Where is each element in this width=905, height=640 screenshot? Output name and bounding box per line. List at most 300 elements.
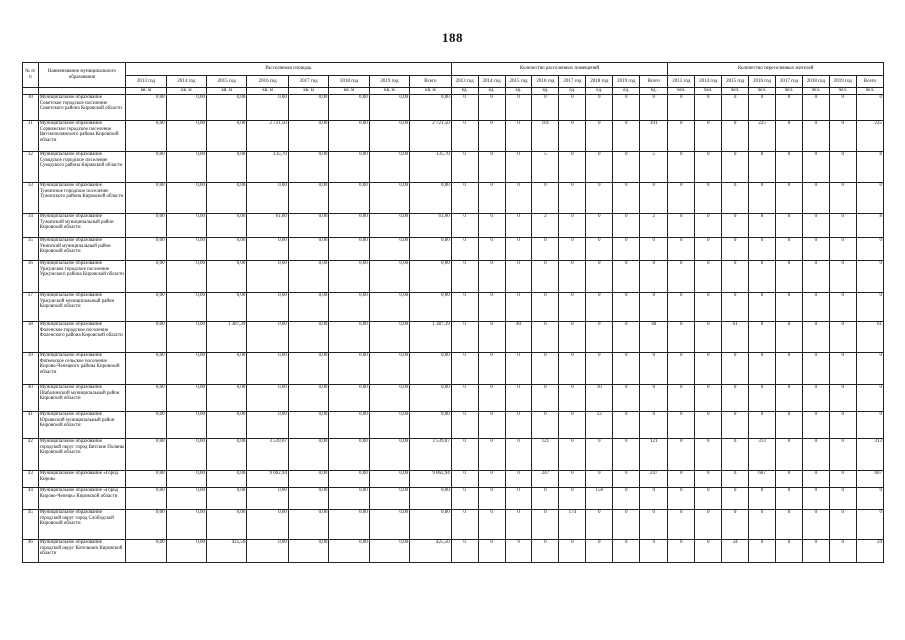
residents-cell: 0 (776, 121, 803, 152)
area-cell: 0,00 (329, 412, 369, 439)
residents-cell: 0 (749, 510, 776, 540)
unit-cell-premises: ед. (478, 88, 505, 95)
residents-cell: 0 (722, 95, 749, 121)
area-cell: 0,00 (247, 385, 289, 412)
municipality-name: Муниципальное образование Уржумское городское поселение Уржумского района Кировской области (38, 261, 126, 293)
premises-cell: 0 (613, 510, 640, 540)
table-row (23, 152, 884, 183)
area-cell: 0,00 (207, 488, 247, 510)
residents-cell: 0 (722, 183, 749, 214)
residents-cell: 0 (856, 385, 883, 412)
premises-cell: 0 (613, 385, 640, 412)
area-cell: 0,00 (126, 214, 166, 238)
residents-cell: 0 (829, 412, 856, 439)
residents-cell: 0 (829, 353, 856, 385)
premises-cell: 0 (478, 510, 505, 540)
year-header-residents: 2014 год (695, 76, 722, 88)
year-header-area: 2017 год (288, 76, 328, 88)
residents-cell: 0 (829, 261, 856, 293)
residents-cell: 667 (749, 471, 776, 488)
premises-cell: 9 (505, 540, 532, 563)
residents-cell: 0 (722, 238, 749, 261)
area-cell: 0,00 (410, 412, 452, 439)
area-cell: 0,00 (369, 293, 409, 322)
residents-cell: 0 (856, 293, 883, 322)
premises-cell: 0 (478, 261, 505, 293)
residents-cell: 0 (829, 121, 856, 152)
premises-cell: 0 (478, 183, 505, 214)
premises-cell: 0 (613, 488, 640, 510)
residents-cell: 0 (749, 412, 776, 439)
residents-cell: 0 (829, 510, 856, 540)
premises-cell: 0 (613, 412, 640, 439)
area-cell: 0,00 (207, 95, 247, 121)
area-cell: 0,00 (166, 353, 206, 385)
municipality-name: Муниципальное образование Фаленское городское поселение Фаленского района Кировской области (38, 322, 126, 353)
area-cell: 0,00 (166, 488, 206, 510)
residents-cell: 0 (695, 353, 722, 385)
premises-cell: 0 (559, 293, 586, 322)
premises-cell: 101 (640, 121, 668, 152)
residents-cell: 0 (829, 214, 856, 238)
residents-cell: 0 (722, 510, 749, 540)
premises-cell: 0 (532, 385, 559, 412)
area-cell: 135,70 (247, 152, 289, 183)
premises-cell: 40 (640, 322, 668, 353)
premises-cell: 0 (451, 439, 478, 471)
area-cell: 0,00 (329, 293, 369, 322)
premises-cell: 0 (532, 353, 559, 385)
premises-cell: 0 (451, 488, 478, 510)
area-cell: 135,70 (410, 152, 452, 183)
residents-cell: 0 (802, 322, 829, 353)
premises-cell: 0 (451, 510, 478, 540)
residents-cell: 0 (695, 322, 722, 353)
year-header-area: 2013 год (126, 76, 166, 88)
premises-cell: 0 (532, 412, 559, 439)
area-cell: 0,00 (369, 439, 409, 471)
year-header-premises: 2018 год (586, 76, 613, 88)
area-cell: 0,00 (329, 385, 369, 412)
table-row (23, 471, 884, 488)
premises-cell: 0 (532, 540, 559, 563)
area-cell: 0,00 (166, 152, 206, 183)
table-row (23, 412, 884, 439)
residents-cell: 0 (695, 471, 722, 488)
year-header-residents: 2016 год (749, 76, 776, 88)
premises-cell: 0 (451, 412, 478, 439)
area-cell: 0,00 (329, 488, 369, 510)
residents-cell: 0 (856, 488, 883, 510)
residents-cell: 0 (695, 261, 722, 293)
residents-cell: 0 (776, 439, 803, 471)
residents-cell: 0 (722, 214, 749, 238)
col-header-num: № п/п (23, 63, 39, 88)
premises-cell: 0 (505, 488, 532, 510)
premises-cell: 0 (640, 488, 668, 510)
premises-cell: 0 (478, 238, 505, 261)
unit-cell-residents: чел. (749, 88, 776, 95)
premises-cell: 5 (532, 152, 559, 183)
area-cell: 0,00 (166, 322, 206, 353)
premises-cell: 0 (505, 353, 532, 385)
row-number: 46 (23, 540, 39, 563)
residents-cell: 0 (802, 214, 829, 238)
year-header-residents: 2018 год (802, 76, 829, 88)
premises-cell: 0 (478, 353, 505, 385)
area-cell: 2 721,50 (410, 121, 452, 152)
area-cell: 0,00 (410, 261, 452, 293)
table-row (23, 293, 884, 322)
premises-cell: 0 (451, 121, 478, 152)
table-row (23, 353, 884, 385)
table-row (23, 183, 884, 214)
area-cell: 0,00 (247, 322, 289, 353)
area-cell: 0,00 (126, 152, 166, 183)
municipality-name: Муниципальное образование «Город Кирово-Чепецк» Кировской области (38, 488, 126, 510)
residents-cell: 8 (749, 152, 776, 183)
area-cell: 0,00 (410, 510, 452, 540)
premises-cell: 0 (505, 238, 532, 261)
year-header-residents: 2019 год (829, 76, 856, 88)
row-number: 44 (23, 488, 39, 510)
area-cell: 0,00 (329, 214, 369, 238)
table-row (23, 261, 884, 293)
residents-cell: 0 (722, 261, 749, 293)
area-cell: 0,00 (329, 322, 369, 353)
premises-cell: 0 (559, 214, 586, 238)
unit-cell-area: кв. м (166, 88, 206, 95)
residents-cell: 0 (668, 488, 695, 510)
residents-cell: 0 (776, 95, 803, 121)
area-cell: 0,00 (247, 540, 289, 563)
area-cell: 0,00 (288, 540, 328, 563)
premises-cell: 0 (640, 412, 668, 439)
area-cell: 0,00 (207, 183, 247, 214)
premises-cell: 247 (532, 471, 559, 488)
premises-cell: 0 (478, 152, 505, 183)
premises-cell: 0 (613, 238, 640, 261)
premises-cell: 2 (640, 214, 668, 238)
area-cell: 0,00 (126, 293, 166, 322)
residents-cell: 0 (668, 510, 695, 540)
premises-cell: 0 (505, 510, 532, 540)
municipality-name: Муниципальное образование городской округ город Вятские Поляны Кировской области (38, 439, 126, 471)
area-cell: 0,00 (126, 183, 166, 214)
row-number: 34 (23, 214, 39, 238)
area-cell: 3 539,07 (247, 439, 289, 471)
unit-cell-premises: ед. (613, 88, 640, 95)
residents-cell: 0 (776, 293, 803, 322)
residents-cell: 225 (749, 121, 776, 152)
premises-cell: 40 (505, 322, 532, 353)
residents-cell: 313 (749, 439, 776, 471)
unit-cell-area: кв. м (410, 88, 452, 95)
premises-cell: 0 (505, 293, 532, 322)
residents-cell: 0 (776, 540, 803, 563)
residents-cell: 24 (856, 540, 883, 563)
residents-cell: 0 (695, 439, 722, 471)
premises-cell: 0 (586, 214, 613, 238)
area-cell: 0,00 (288, 238, 328, 261)
area-cell: 0,00 (369, 183, 409, 214)
premises-cell: 0 (559, 471, 586, 488)
premises-cell: 0 (478, 121, 505, 152)
area-cell: 0,00 (247, 183, 289, 214)
area-cell: 0,00 (329, 183, 369, 214)
table-row (23, 510, 884, 540)
area-cell: 0,00 (410, 353, 452, 385)
residents-cell: 0 (802, 510, 829, 540)
premises-cell: 0 (559, 261, 586, 293)
premises-cell: 0 (505, 261, 532, 293)
premises-cell: 0 (586, 439, 613, 471)
units-blank-cell (23, 88, 39, 95)
area-cell: 0,00 (288, 152, 328, 183)
area-cell: 0,00 (247, 293, 289, 322)
residents-cell: 0 (829, 385, 856, 412)
premises-cell: 0 (559, 353, 586, 385)
area-cell: 0,00 (207, 439, 247, 471)
premises-cell: 158 (586, 488, 613, 510)
residents-cell: 0 (668, 261, 695, 293)
premises-cell: 0 (559, 95, 586, 121)
row-number: 43 (23, 471, 39, 488)
premises-cell: 0 (451, 261, 478, 293)
area-cell: 1 387,39 (207, 322, 247, 353)
residents-cell: 0 (722, 293, 749, 322)
residents-cell: 0 (776, 510, 803, 540)
premises-cell: 0 (451, 385, 478, 412)
area-cell: 0,00 (329, 121, 369, 152)
area-cell: 0,00 (369, 152, 409, 183)
premises-cell: 121 (532, 439, 559, 471)
area-cell: 0,00 (207, 293, 247, 322)
residents-cell: 0 (856, 510, 883, 540)
premises-cell: 0 (505, 152, 532, 183)
residents-cell: 0 (668, 353, 695, 385)
area-cell: 0,00 (329, 439, 369, 471)
premises-cell: 0 (559, 412, 586, 439)
area-cell: 0,00 (369, 322, 409, 353)
premises-cell: 0 (478, 95, 505, 121)
premises-cell: 0 (586, 152, 613, 183)
residents-cell: 0 (695, 95, 722, 121)
unit-cell-area: кв. м (126, 88, 166, 95)
premises-cell: 0 (478, 214, 505, 238)
row-number: 38 (23, 322, 39, 353)
area-cell: 0,00 (369, 385, 409, 412)
year-header-premises: 2019 год (613, 76, 640, 88)
table-row (23, 439, 884, 471)
premises-cell: 0 (478, 488, 505, 510)
premises-cell: 5 (640, 152, 668, 183)
area-cell: 0,00 (329, 353, 369, 385)
area-cell: 2 721,50 (247, 121, 289, 152)
row-number: 33 (23, 183, 39, 214)
residents-cell: 0 (802, 488, 829, 510)
year-header-premises: 2017 год (559, 76, 586, 88)
premises-cell: 0 (451, 540, 478, 563)
area-cell: 0,00 (369, 540, 409, 563)
residents-cell: 225 (856, 121, 883, 152)
premises-cell: 0 (613, 439, 640, 471)
year-header-area: Всего (410, 76, 452, 88)
premises-cell: 0 (559, 540, 586, 563)
area-cell: 0,00 (369, 471, 409, 488)
residents-cell: 0 (802, 261, 829, 293)
area-cell: 0,00 (207, 412, 247, 439)
premises-cell: 0 (559, 488, 586, 510)
premises-cell: 0 (640, 385, 668, 412)
area-cell: 0,00 (166, 261, 206, 293)
premises-cell: 0 (640, 95, 668, 121)
residents-cell: 0 (802, 439, 829, 471)
municipality-name: Муниципальное образование Унинский муниципальный район Кировской области (38, 238, 126, 261)
area-cell: 0,00 (288, 471, 328, 488)
residents-cell: 0 (856, 412, 883, 439)
col-header-area: Расселяемая площадь (126, 63, 451, 76)
premises-cell: 0 (559, 439, 586, 471)
unit-cell-premises: ед. (640, 88, 668, 95)
table-row (23, 238, 884, 261)
unit-cell-residents: чел. (802, 88, 829, 95)
premises-cell: 0 (640, 353, 668, 385)
residents-cell: 0 (668, 540, 695, 563)
municipality-name: Муниципальное образование Тужинское городское поселение Тужинского района Кировской области (38, 183, 126, 214)
table-row (23, 121, 884, 152)
premises-cell: 0 (532, 293, 559, 322)
col-header-name: Наименование муниципального образования (38, 63, 126, 88)
residents-cell: 0 (749, 540, 776, 563)
area-cell: 0,00 (329, 238, 369, 261)
premises-cell: 0 (640, 261, 668, 293)
residents-cell: 0 (749, 238, 776, 261)
row-number: 30 (23, 95, 39, 121)
residents-cell: 0 (856, 261, 883, 293)
year-header-residents: 2015 год (722, 76, 749, 88)
area-cell: 0,00 (126, 121, 166, 152)
area-cell: 0,00 (126, 322, 166, 353)
unit-cell-premises: ед. (586, 88, 613, 95)
residents-cell: 0 (829, 183, 856, 214)
area-cell: 0,00 (166, 293, 206, 322)
premises-cell: 0 (478, 471, 505, 488)
page-number: 188 (442, 30, 463, 45)
premises-cell: 0 (532, 95, 559, 121)
area-cell: 0,00 (369, 261, 409, 293)
premises-cell: 12 (586, 412, 613, 439)
premises-cell: 0 (613, 121, 640, 152)
premises-cell: 0 (451, 322, 478, 353)
premises-cell: 0 (586, 95, 613, 121)
residents-cell: 0 (776, 238, 803, 261)
residents-cell: 0 (668, 183, 695, 214)
residents-cell: 0 (802, 238, 829, 261)
area-cell: 0,00 (247, 261, 289, 293)
premises-cell: 0 (451, 353, 478, 385)
area-cell: 0,00 (126, 439, 166, 471)
year-header-premises: 2015 год (505, 76, 532, 88)
area-cell: 0,00 (247, 510, 289, 540)
area-cell: 0,00 (247, 238, 289, 261)
premises-cell: 0 (613, 261, 640, 293)
residents-cell: 0 (668, 152, 695, 183)
area-cell: 0,00 (369, 95, 409, 121)
area-cell: 0,00 (166, 121, 206, 152)
residents-cell: 0 (829, 152, 856, 183)
residents-cell: 313 (856, 439, 883, 471)
residents-cell: 0 (776, 412, 803, 439)
premises-cell: 0 (505, 471, 532, 488)
area-cell: 0,00 (247, 412, 289, 439)
premises-cell: 247 (640, 471, 668, 488)
units-blank-cell (38, 88, 126, 95)
residents-cell: 0 (749, 488, 776, 510)
area-cell: 0,00 (166, 471, 206, 488)
residents-cell: 0 (776, 322, 803, 353)
year-header-area: 2015 год (207, 76, 247, 88)
area-cell: 0,00 (126, 353, 166, 385)
residents-cell: 0 (776, 214, 803, 238)
residents-cell: 0 (749, 385, 776, 412)
premises-cell: 0 (532, 322, 559, 353)
premises-cell: 0 (451, 152, 478, 183)
area-cell: 0,00 (126, 95, 166, 121)
unit-cell-area: кв. м (247, 88, 289, 95)
row-number: 45 (23, 510, 39, 540)
residents-cell: 0 (695, 183, 722, 214)
area-cell: 0,00 (329, 261, 369, 293)
residents-cell: 0 (695, 488, 722, 510)
residents-cell: 0 (668, 439, 695, 471)
premises-cell: 0 (505, 214, 532, 238)
residents-cell: 8 (749, 214, 776, 238)
residents-cell: 0 (829, 471, 856, 488)
residents-cell: 0 (776, 385, 803, 412)
area-cell: 0,00 (207, 261, 247, 293)
area-cell: 0,00 (288, 261, 328, 293)
residents-cell: 0 (749, 261, 776, 293)
area-cell: 0,00 (288, 121, 328, 152)
premises-cell: 0 (613, 95, 640, 121)
row-number: 36 (23, 261, 39, 293)
residents-cell: 0 (668, 412, 695, 439)
premises-cell: 0 (451, 183, 478, 214)
residents-cell: 0 (749, 322, 776, 353)
area-cell: 0,00 (288, 183, 328, 214)
table-row (23, 540, 884, 563)
year-header-residents: Всего (856, 76, 883, 88)
residents-cell: 0 (695, 412, 722, 439)
residents-cell: 8 (856, 214, 883, 238)
area-cell: 0,00 (207, 238, 247, 261)
residents-cell: 0 (695, 121, 722, 152)
premises-cell: 0 (478, 412, 505, 439)
area-cell: 9 062,94 (410, 471, 452, 488)
premises-cell: 0 (478, 385, 505, 412)
premises-cell: 0 (640, 510, 668, 540)
premises-cell: 0 (451, 471, 478, 488)
residents-cell: 0 (722, 152, 749, 183)
area-cell: 0,00 (288, 385, 328, 412)
premises-cell: 0 (586, 540, 613, 563)
residents-cell: 0 (668, 293, 695, 322)
residents-cell: 0 (829, 293, 856, 322)
municipality-name: Муниципальное образование Фатеевское сельское поселение Кирово-Чепецкого района Кировской области (38, 353, 126, 385)
municipality-name: Муниципальное образование Шабалинский муниципальный район Кировской области (38, 385, 126, 412)
area-cell: 0,00 (207, 121, 247, 152)
